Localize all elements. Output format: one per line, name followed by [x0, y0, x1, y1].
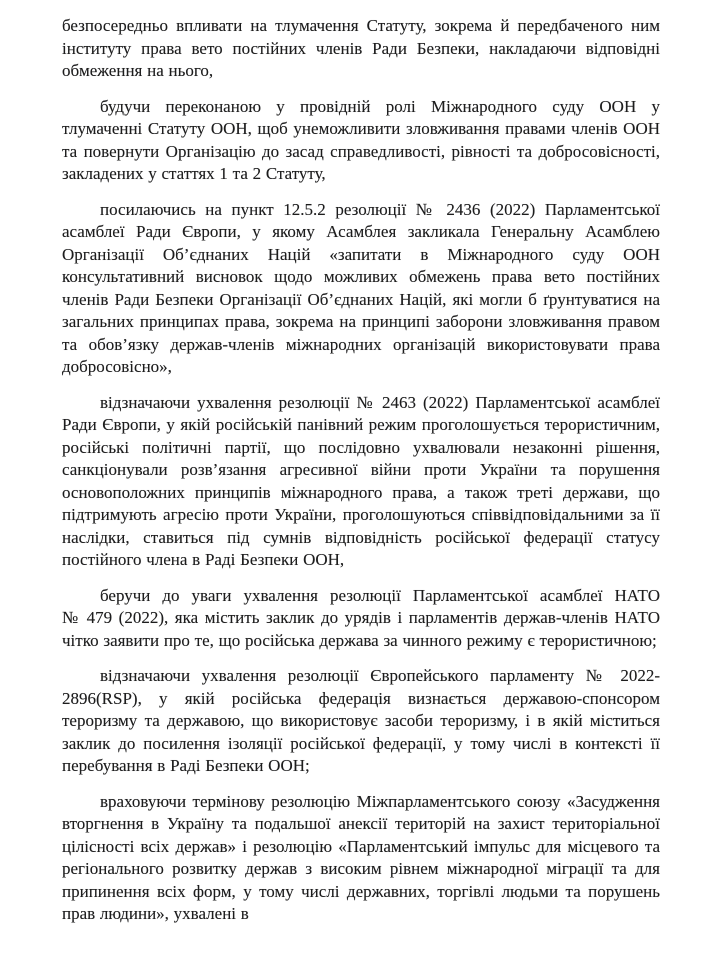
paragraph-considering-nato-resolution-479: беручи до уваги ухвалення резолюції Парламентської асамблеї НАТО № 479 (2022), яка містить заклик до урядів і парламентів держав-членів НАТО чітко заявити про те, що російська держава за чинного режиму є терористичною; [62, 585, 660, 650]
paragraph-referring-to-resolution-2436: посилаючись на пункт 12.5.2 резолюції № 2436 (2022) Парламентської асамблеї Ради Європи, у якому Асамблея закликала Генеральну Асамблею Організації Об’єднаних Націй «запитати в Міжнародного суду ООН консультативний висновок щодо можливих обмежень права вето постійних членів Ради Безпеки Організації Об’єднаних Націй, які могли б ґрунтуватися на загальних принципах права, зокрема на принципі заборони зловживання правом та обов’язку держав-членів міжнародних організацій використовувати права добросовісно», [62, 199, 660, 376]
paragraph-taking-into-account-ipu-resolutions: враховуючи термінову резолюцію Міжпарламентського союзу «Засудження вторгнення в Україну та подальшої анексії територій на захист територіальної цілісності всіх держав» і резолюцію «Парламентський імпульс для місцевого та регіонального розвитку держав з високим рівнем міжнародної міграції та для припинення всіх форм, у тому числі державних, торгівлі людьми та порушень прав людини», ухвалені в [62, 791, 660, 923]
paragraph-noting-ep-resolution-2022-2896: відзначаючи ухвалення резолюції Європейського парламенту № 2022-2896(RSP), у якій російська федерація визнається державою-спонсором тероризму та державою, що використовує засоби тероризму, і в якій міститься заклик до посилення ізоляції російської федерації, у тому числі в контексті її перебування в Раді Безпеки ООН; [62, 666, 660, 775]
paragraph-continuation: безпосередньо впливати на тлумачення Статуту, зокрема й передбаченого ним інституту права вето постійних членів Ради Безпеки, накладаючи відповідні обмеження на нього, [62, 16, 660, 80]
paragraph-noting-resolution-2463: відзначаючи ухвалення резолюції № 2463 (2022) Парламентської асамблеї Ради Європи, у якій російській панівний режим проголошується терористичним, російські політичні партії, що послідовно ухвалювали незаконні рішення, санкціонували розв’язання агресивної війни проти України та порушення основоположних принципів міжнародного права, а також треті держави, що підтримують агресію проти України, проголошуються співвідповідальними за її наслідки, ставиться під сумнів відповідність російської федерації статусу постійного члена в Раді Безпеки ООН, [62, 392, 660, 569]
paragraph-being-convinced: будучи переконаною у провідній ролі Міжнародного суду ООН у тлумаченні Статуту ООН, щоб унеможливити зловживання правами членів ООН та повернути Організацію до засад справедливості, рівності та добросовісності, закладених у статтях 1 та 2 Статуту, [62, 96, 660, 183]
document-text-block [62, 15, 660, 926]
